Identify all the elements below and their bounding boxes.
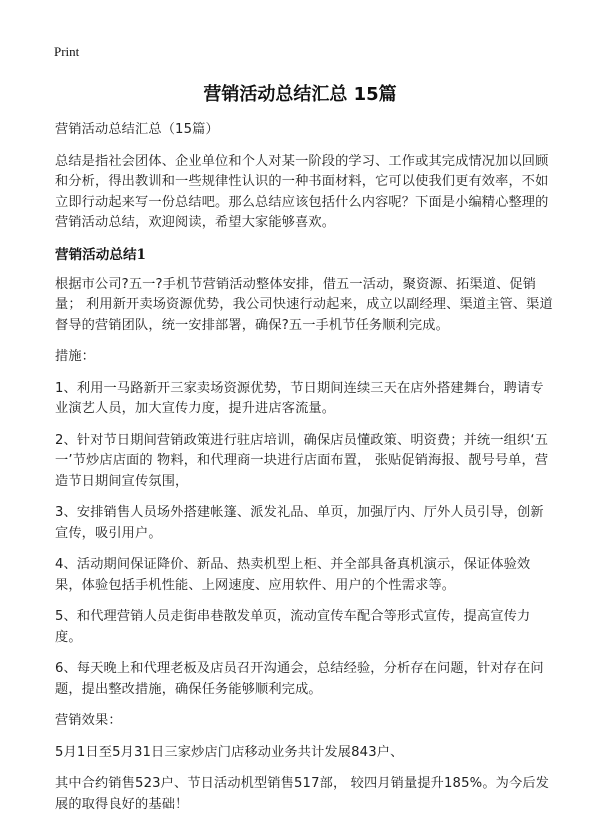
- measure-item: 3、安排销售人员场外搭建帐篷、派发礼品、单页，加强厅内、厅外人员引导，创新宣传，吸引用户。: [55, 505, 544, 541]
- intro-paragraph: 总结是指社会团体、企业单位和个人对某一阶段的学习、工作或其完成情况加以回顾和分析，得出教训和一些规律性认识的一种书面材料，它可以使我们更有效率，不如立即行动起来写一份总结吧。那么总结应该包括什么内容呢？下面是小编精心整理的营销活动总结，欢迎阅读，希望大家能够喜欢。: [55, 153, 549, 230]
- document-subtitle: 营销活动总结汇总（15篇）: [55, 122, 219, 137]
- measure-item: 5、和代理营销人员走街串巷散发单页，流动宣传车配合等形式宣传，提高宣传力度。: [55, 609, 531, 645]
- document-title: 营销活动总结汇总 15篇: [203, 84, 397, 105]
- measure-item: 4、活动期间保证降价、新品、热卖机型上柜、并全部具备真机演示，保证体验效果，体验包括手机性能、上网速度、应用软件、用户的个性需求等。: [55, 557, 531, 593]
- section-intro-paragraph: 根据市公司?五一?手机节营销活动整体安排，借五一活动，聚资源、拓渠道、促销量； 利用新开卖场资源优势，我公司快速行动起来，成立以副经理、渠道主管、渠道督导的营销团队，统一安排部署，确保?五一手机节任务顺利完成。: [55, 276, 553, 333]
- effect-line: 其中合约销售523户、节日活动机型销售517部， 较四月销量提升185%。为今后发展的取得良好的基础！: [55, 776, 550, 812]
- section-heading: 营销活动总结1: [55, 246, 147, 263]
- measure-item: 6、每天晚上和代理老板及店员召开沟通会，总结经验，分析存在问题，针对存在问题，提出整改措施，确保任务能够顺利完成。: [55, 661, 544, 697]
- document-body: [55, 120, 555, 826]
- measure-item: 1、利用一马路新开三家卖场资源优势，节日期间连续三天在店外搭建舞台，聘请专业演艺人员，加大宣传力度，提升进店客流量。: [55, 380, 544, 416]
- measure-item: 2、针对节日期间营销政策进行驻店培训，确保店员懂政策、明资费；并统一组织‘五一’节炒店店面的 物料，和代理商一块进行店面布置， 张贴促销海报、靓号号单，营造节日期间宣传氛围，: [55, 432, 549, 489]
- effect-line: 5月1日至5月31日三家炒店门店移动业务共计发展843户、: [55, 744, 404, 760]
- effect-label: 营销效果：: [55, 713, 122, 728]
- print-link[interactable]: Print: [54, 44, 80, 59]
- measures-label: 措施：: [55, 349, 96, 364]
